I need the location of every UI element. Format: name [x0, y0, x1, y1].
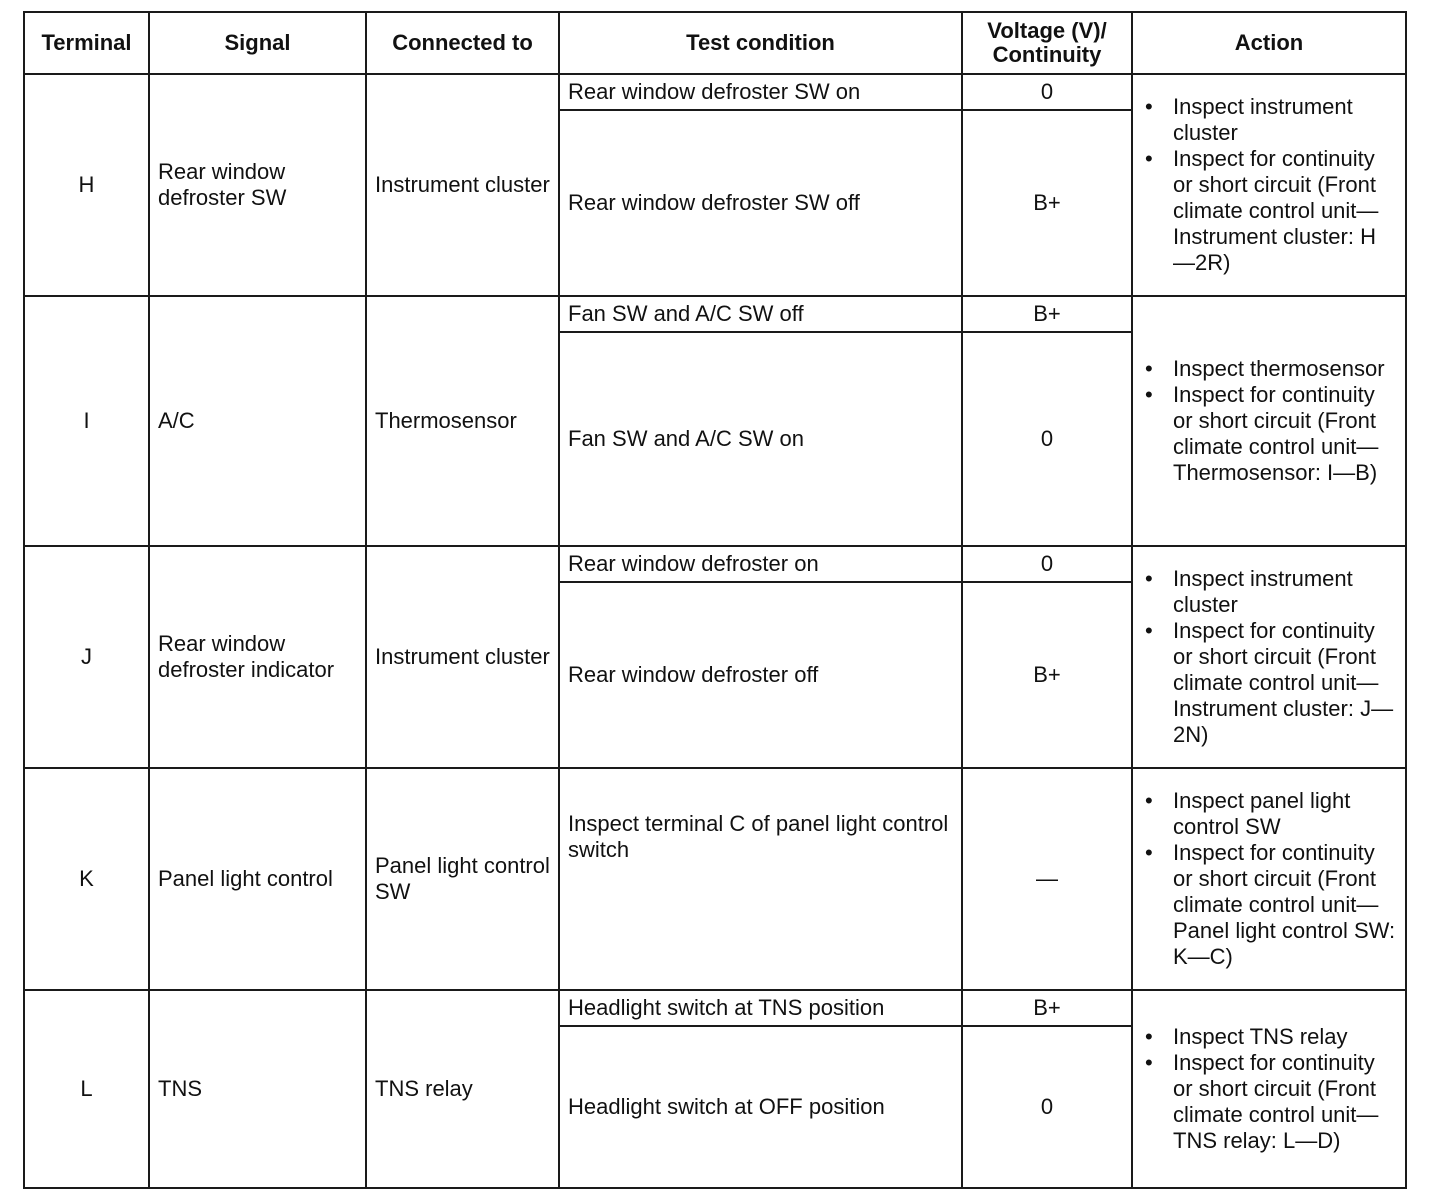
action-item: • Inspect instrument cluster: [1141, 566, 1397, 618]
voltage-cell: B+: [962, 990, 1132, 1026]
header-terminal: Terminal: [24, 12, 149, 74]
action-item: • Inspect for continuity or short circuit (Front climate control unit—Thermosensor: I—B): [1141, 382, 1397, 486]
condition-cell: Fan SW and A/C SW on: [559, 332, 962, 546]
table-row: [24, 990, 1406, 1026]
action-cell: [1132, 296, 1406, 546]
terminal-cell: K: [24, 768, 149, 990]
condition-cell: Fan SW and A/C SW off: [559, 296, 962, 332]
action-item: • Inspect for continuity or short circuit (Front climate control unit—TNS relay: L—D): [1141, 1050, 1397, 1154]
connected-cell: Panel light control SW: [366, 768, 559, 990]
action-item: • Inspect thermosensor: [1141, 356, 1397, 382]
condition-cell: Rear window defroster SW off: [559, 110, 962, 296]
terminal-cell: H: [24, 74, 149, 296]
header-signal: Signal: [149, 12, 366, 74]
action-item: • Inspect for continuity or short circuit (Front climate control unit—Instrument cluster: J—2N): [1141, 618, 1397, 748]
signal-cell: Panel light control: [149, 768, 366, 990]
voltage-cell: 0: [962, 332, 1132, 546]
connected-cell: TNS relay: [366, 990, 559, 1188]
table-row: [24, 546, 1406, 582]
header-voltage-line2: Continuity: [992, 42, 1102, 67]
signal-cell: TNS: [149, 990, 366, 1188]
header-action: Action: [1132, 12, 1406, 74]
header-voltage-line1: Voltage (V)/: [987, 18, 1107, 43]
header-connected-to: Connected to: [366, 12, 559, 74]
signal-cell: Rear window defroster SW: [149, 74, 366, 296]
condition-cell: Rear window defroster SW on: [559, 74, 962, 110]
action-item: • Inspect for continuity or short circuit (Front climate control unit—Instrument cluster: H—2R): [1141, 146, 1397, 276]
header-voltage: [962, 12, 1132, 74]
voltage-cell: 0: [962, 74, 1132, 110]
table-row: [24, 74, 1406, 110]
condition-cell: Rear window defroster off: [559, 582, 962, 768]
signal-cell: Rear window defroster indicator: [149, 546, 366, 768]
action-list: [1141, 356, 1397, 486]
terminal-cell: J: [24, 546, 149, 768]
voltage-cell: 0: [962, 546, 1132, 582]
header-row: [24, 12, 1406, 74]
table-row: [24, 296, 1406, 332]
connected-cell: Instrument cluster: [366, 546, 559, 768]
action-list: [1141, 788, 1397, 970]
connected-cell: Thermosensor: [366, 296, 559, 546]
condition-cell: Inspect terminal C of panel light control switch: [559, 768, 962, 990]
action-cell: [1132, 74, 1406, 296]
voltage-cell: B+: [962, 296, 1132, 332]
action-item: • Inspect instrument cluster: [1141, 94, 1397, 146]
action-cell: [1132, 546, 1406, 768]
action-cell: [1132, 990, 1406, 1188]
action-list: [1141, 566, 1397, 748]
condition-cell: Headlight switch at TNS position: [559, 990, 962, 1026]
action-cell: [1132, 768, 1406, 990]
signal-cell: A/C: [149, 296, 366, 546]
action-list: [1141, 1024, 1397, 1154]
voltage-cell: —: [962, 768, 1132, 990]
header-test-condition: Test condition: [559, 12, 962, 74]
action-item: • Inspect panel light control SW: [1141, 788, 1397, 840]
voltage-cell: B+: [962, 582, 1132, 768]
action-list: [1141, 94, 1397, 276]
condition-cell: Headlight switch at OFF position: [559, 1026, 962, 1188]
table-row: [24, 768, 1406, 990]
action-item: • Inspect for continuity or short circuit (Front climate control unit—Panel light control SW: K—C): [1141, 840, 1397, 970]
condition-cell: Rear window defroster on: [559, 546, 962, 582]
terminal-cell: I: [24, 296, 149, 546]
terminal-inspection-table: [23, 11, 1407, 1189]
voltage-cell: B+: [962, 110, 1132, 296]
voltage-cell: 0: [962, 1026, 1132, 1188]
action-item: • Inspect TNS relay: [1141, 1024, 1397, 1050]
connected-cell: Instrument cluster: [366, 74, 559, 296]
terminal-cell: L: [24, 990, 149, 1188]
